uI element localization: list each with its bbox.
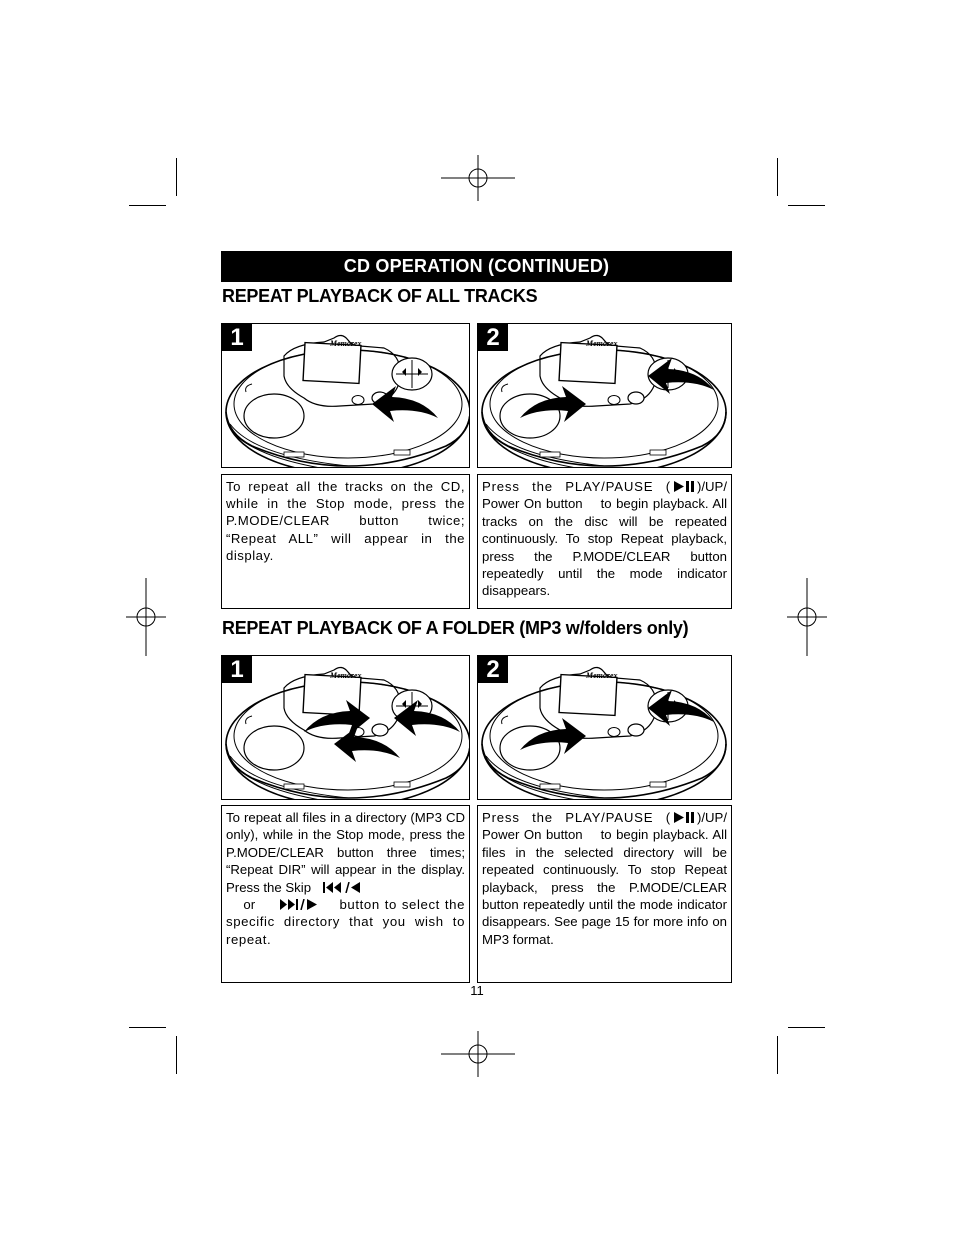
skip-forward-icon	[280, 899, 318, 910]
play-pause-icon	[673, 812, 695, 823]
registration-mark-icon	[787, 578, 827, 656]
step-text-part: Press the PLAY/PAUSE (	[482, 479, 671, 494]
step1-illustration	[221, 655, 470, 800]
registration-mark-icon	[441, 155, 515, 201]
section-title: CD OPERATION (CONTINUED)	[343, 256, 610, 276]
step1-instructions	[221, 474, 470, 609]
brand-logo: Memorex	[586, 671, 618, 680]
brand-logo: Memorex	[330, 339, 362, 348]
cd-player-image	[478, 324, 732, 468]
crop-mark	[129, 1027, 166, 1028]
cd-player-image	[222, 324, 470, 468]
step-text-part: To repeat all files in a directory (MP3 CD only), while in the Stop mode, press the P.MODE/CLEAR button three times; “Repeat DIR” will appear in the display. Press the Skip	[226, 810, 465, 895]
step1-instructions	[221, 805, 470, 983]
step-text-part: Press the PLAY/PAUSE (	[482, 810, 671, 825]
step-text	[482, 478, 727, 600]
registration-mark-icon	[126, 578, 166, 656]
crop-mark	[777, 158, 778, 196]
step-text-part: )/UP/ Power On button	[482, 479, 727, 512]
crop-mark	[788, 205, 825, 206]
crop-mark	[788, 1027, 825, 1028]
step-text-part: button to select the specific directory that you wish to repeat.	[226, 897, 465, 947]
brand-logo: Memorex	[586, 339, 618, 348]
step2-illustration	[477, 323, 732, 468]
step-number-badge: 2	[478, 656, 508, 683]
crop-mark	[176, 1036, 177, 1074]
step2-instructions	[477, 805, 732, 983]
step-text: To repeat all the tracks on the CD, while in the Stop mode, press the P.MODE/CLEAR button twice; “Repeat ALL” will appear in the display.	[226, 479, 465, 563]
step2-instructions	[477, 474, 732, 609]
step-text	[226, 809, 465, 948]
step-text-part: to begin playback. All tracks on the disc will be repeated continuously. To stop Repeat playback, press the P.MODE/CLEAR button repeatedly until the mode indicator disappears.	[482, 496, 727, 599]
section-title-bar	[221, 251, 732, 282]
step-number-badge: 2	[478, 324, 508, 351]
crop-mark	[777, 1036, 778, 1074]
step1-illustration	[221, 323, 470, 468]
play-pause-icon	[673, 481, 695, 492]
repeat-folder-heading: REPEAT PLAYBACK OF A FOLDER (MP3 w/folders only)	[222, 618, 689, 638]
cd-player-image	[478, 656, 732, 800]
step-number-badge: 1	[222, 324, 252, 351]
step-text-part: )/UP/ Power On button	[482, 810, 727, 843]
cd-player-image	[222, 656, 470, 800]
registration-mark-icon	[441, 1031, 515, 1077]
skip-back-icon	[323, 882, 361, 893]
step-text-part: or	[243, 897, 256, 913]
crop-mark	[129, 205, 166, 206]
step-number-badge: 1	[222, 656, 252, 683]
brand-logo: Memorex	[330, 671, 362, 680]
step-text	[482, 809, 727, 948]
step-text-part: to begin playback. All files in the selected directory will be repeated continuously. To stop Repeat playback, press the P.MODE/CLEAR button repeatedly until the mode indicator disappears. See page 15 for more info on MP3 format.	[482, 827, 727, 947]
crop-mark	[176, 158, 177, 196]
repeat-all-heading: REPEAT PLAYBACK OF ALL TRACKS	[222, 286, 538, 306]
page-number: 11	[470, 983, 484, 998]
step2-illustration	[477, 655, 732, 800]
